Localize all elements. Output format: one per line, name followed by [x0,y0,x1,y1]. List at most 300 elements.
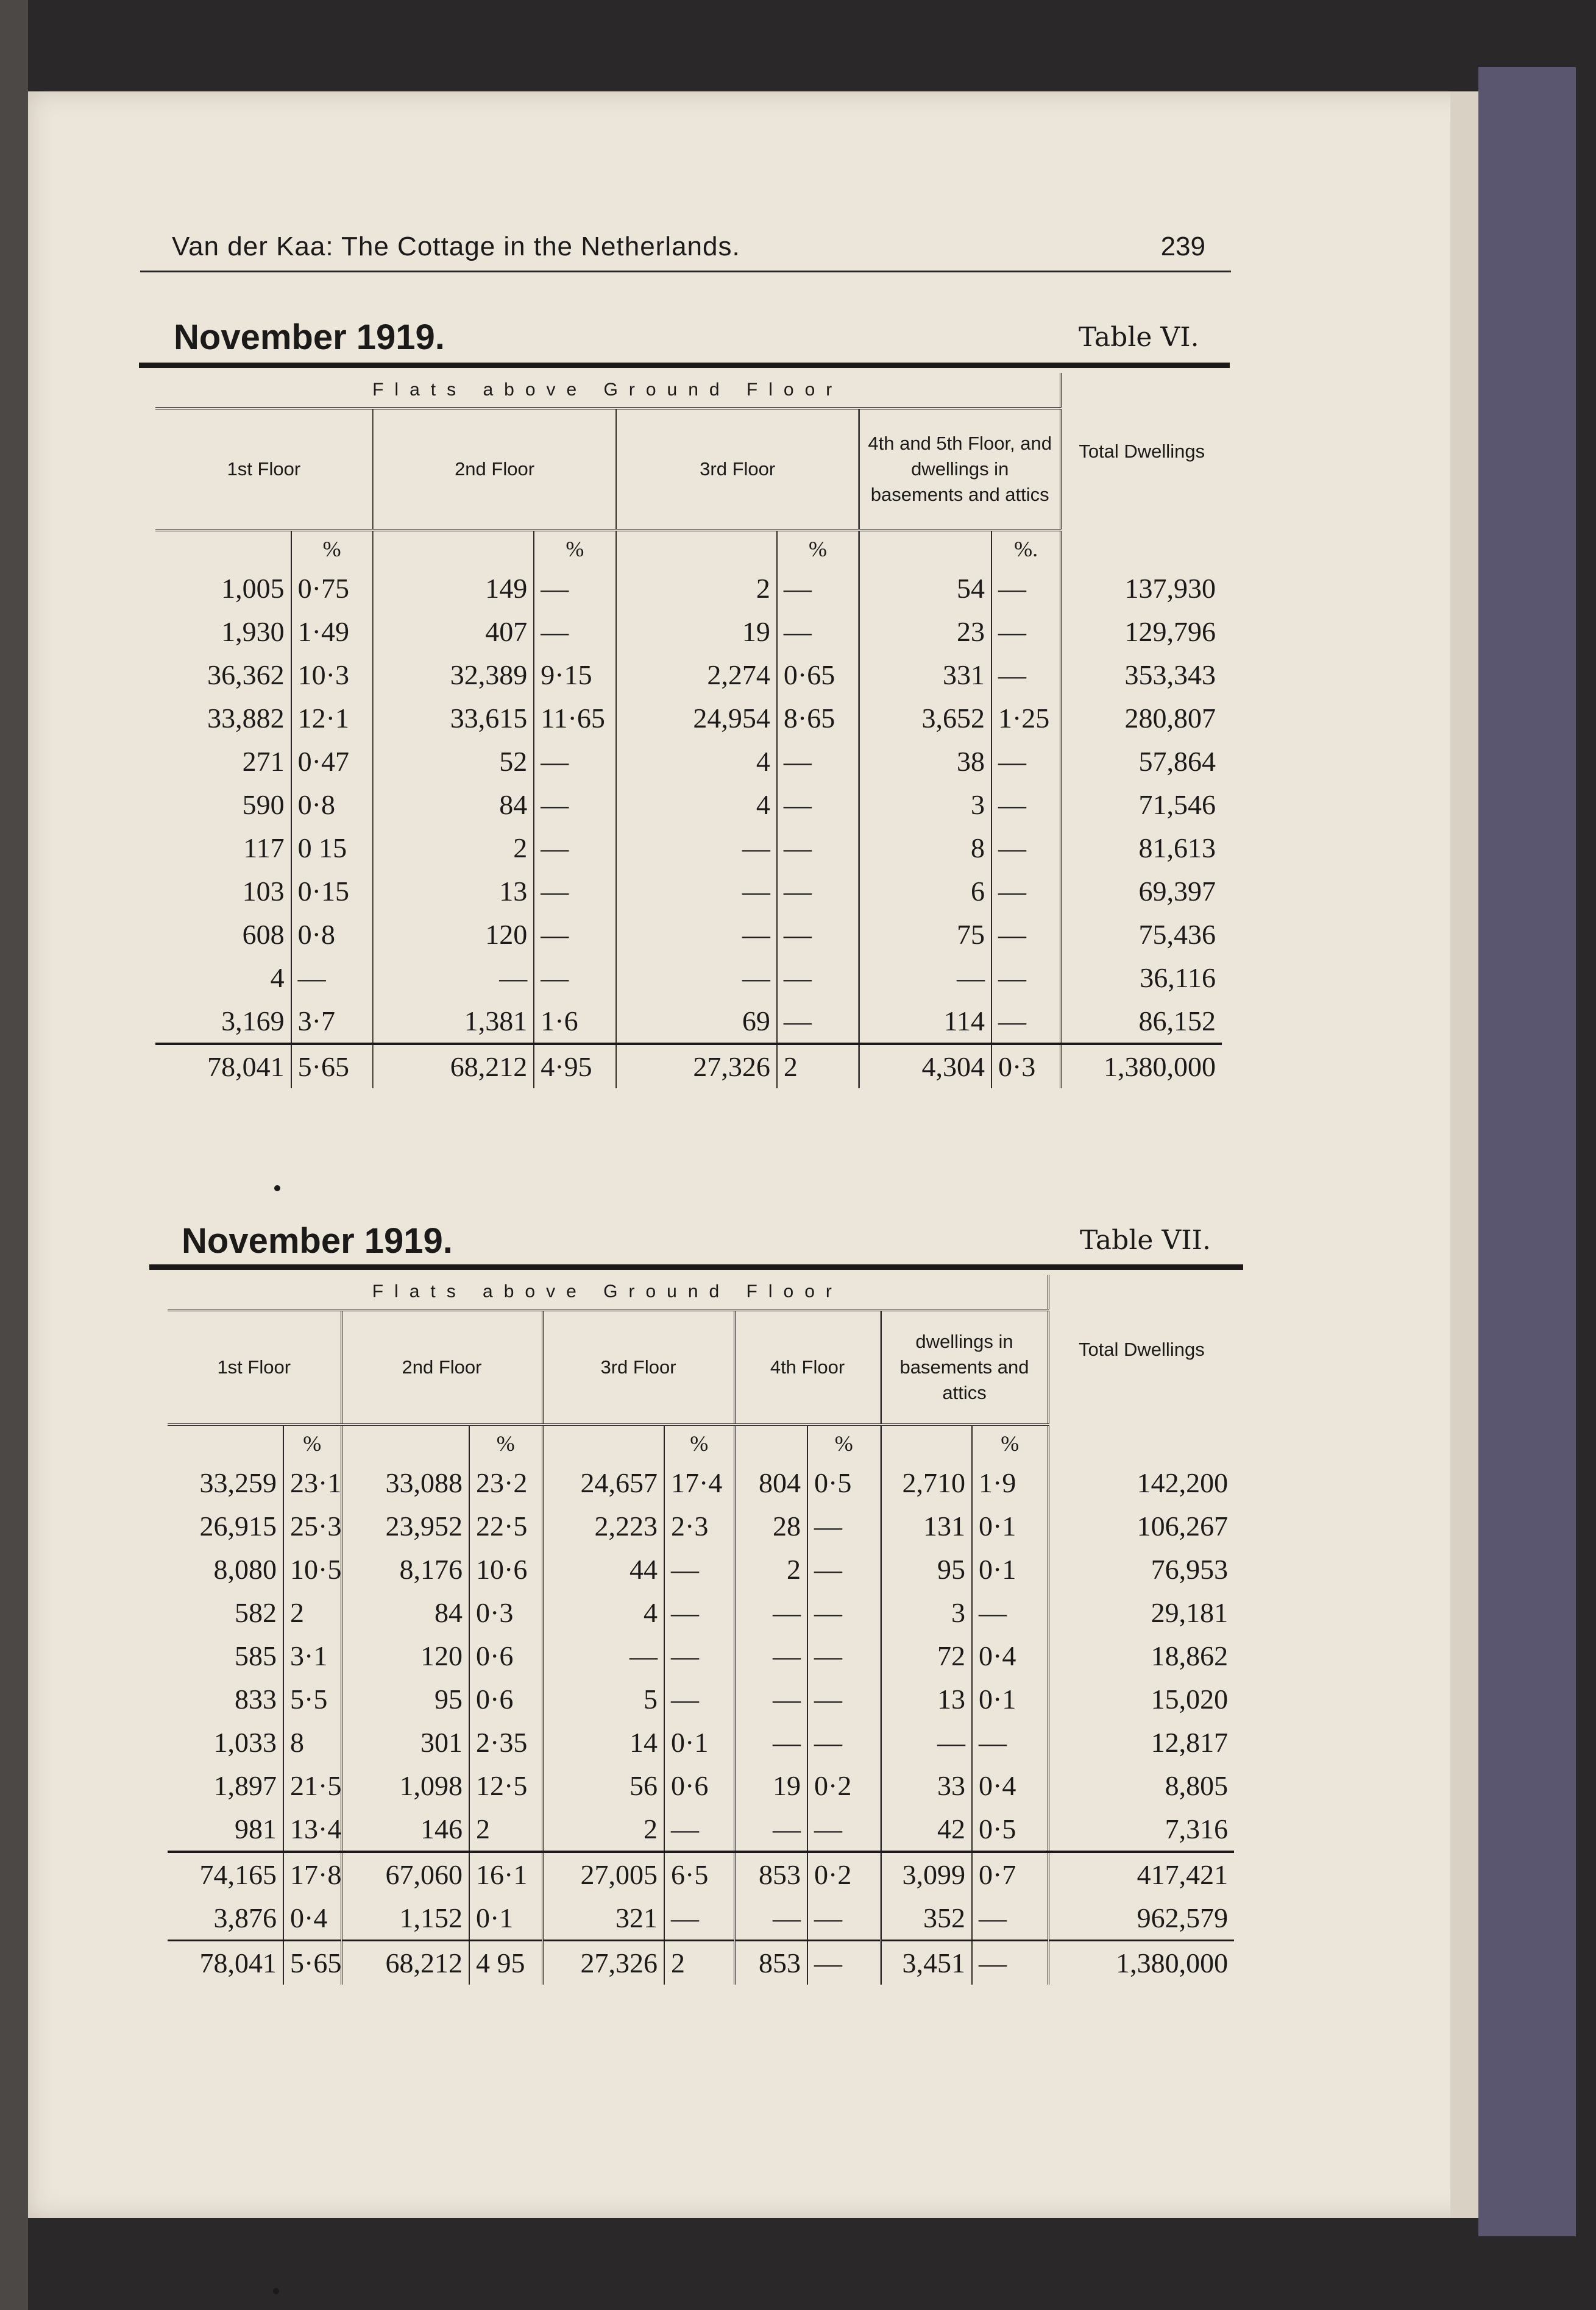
value-cell: 13 [373,870,534,913]
value-cell: 78,041 [199,1947,277,1979]
percent-cell: 5·65 [283,1941,341,1985]
table-row [155,956,1222,999]
page-number: 239 [1160,232,1205,261]
value-cell: 33,088 [341,1461,469,1504]
total-row [155,1044,1222,1088]
value-cell: 8,805 [1048,1764,1234,1807]
table-vii-col-3rd-floor: 3rd Floor [542,1310,734,1425]
percent-cell: — [972,1591,1048,1634]
value-cell: 95 [881,1548,972,1591]
percent-cell: — [777,999,859,1044]
table-row [155,740,1222,783]
table-row [168,1504,1234,1548]
value-cell: 114 [859,999,991,1044]
value-cell: 590 [242,789,285,820]
blank-cell [881,1425,972,1461]
running-header-title: Van der Kaa: The Cottage in the Netherlands. [172,232,740,261]
percent-cell: — [534,567,616,610]
percent-symbol: %. [991,530,1061,567]
table-vi-col-total: Total Dwellings [1061,373,1222,530]
value-cell: 27,326 [542,1941,664,1985]
value-cell: 149 [373,567,534,610]
value-cell: 71,546 [1061,783,1222,826]
percent-cell: 0·1 [469,1896,542,1941]
value-cell: 18,862 [1048,1634,1234,1678]
value-cell: — [734,1721,807,1764]
percent-cell: — [807,1896,881,1941]
percent-cell: — [777,870,859,913]
percent-cell: — [664,1634,734,1678]
table-row [168,1678,1234,1721]
value-cell: 57,864 [1061,740,1222,783]
value-cell: 120 [373,913,534,956]
value-cell: 8,176 [341,1548,469,1591]
value-cell: 8 [859,826,991,870]
value-cell: 3,451 [881,1941,972,1985]
blank-cell [1061,530,1222,567]
percent-cell: — [777,610,859,653]
value-cell: 117 [243,832,285,863]
value-cell: 69,397 [1061,870,1222,913]
value-cell: 1,930 [221,616,285,647]
value-cell: 271 [242,746,285,777]
percent-cell: — [777,826,859,870]
table-vi-label: Table VI. [1079,322,1199,353]
value-cell: 28 [734,1504,807,1548]
percent-cell: 21·5 [283,1764,341,1807]
value-cell: 4 [616,783,777,826]
percent-cell: 0·1 [664,1721,734,1764]
value-cell: 417,421 [1048,1852,1234,1896]
book-cover-edge [1478,67,1576,2236]
table-vii-col-total: Total Dwellings [1048,1275,1234,1425]
value-cell: 19 [616,610,777,653]
value-cell: 84 [341,1591,469,1634]
value-cell: 32,389 [373,653,534,696]
percent-cell: 0·6 [469,1678,542,1721]
value-cell: 5 [542,1678,664,1721]
table-row [168,1721,1234,1764]
table-vi-col-4th-5th-floor: 4th and 5th Floor, and dwellings in basements and attics [859,408,1061,530]
value-cell: 24,954 [616,696,777,740]
percent-cell: — [807,1548,881,1591]
subtotal-row [168,1896,1234,1941]
percent-cell: — [534,826,616,870]
table-vii-label: Table VII. [1080,1225,1211,1256]
value-cell: 131 [881,1504,972,1548]
percent-symbol: % [469,1425,542,1461]
value-cell: 42 [881,1807,972,1852]
value-cell: 33,882 [207,703,285,734]
value-cell: 352 [881,1896,972,1941]
value-cell: 27,326 [616,1044,777,1088]
value-cell: 68,212 [341,1941,469,1985]
value-cell: 56 [542,1764,664,1807]
value-cell: 2 [373,826,534,870]
percent-cell: 2 [283,1591,341,1634]
value-cell: 146 [341,1807,469,1852]
value-cell: 12,817 [1048,1721,1234,1764]
blank-cell [542,1425,664,1461]
value-cell: — [616,826,777,870]
value-cell: 142,200 [1048,1461,1234,1504]
subtotal-row [168,1852,1234,1896]
table-row [168,1764,1234,1807]
blank-cell [1048,1425,1234,1461]
value-cell: — [373,956,534,999]
value-cell: 103 [242,876,285,907]
percent-cell: — [807,1721,881,1764]
percent-cell: 1·6 [534,999,616,1044]
value-cell: 4 [616,740,777,783]
percent-cell: 0·4 [972,1634,1048,1678]
value-cell: — [616,913,777,956]
value-cell: 8,080 [213,1554,277,1585]
table-vi-top-rule [139,363,1230,368]
value-cell: — [616,956,777,999]
value-cell: 3,652 [859,696,991,740]
percent-cell: — [991,653,1061,696]
percent-cell: 0·6 [469,1634,542,1678]
page-edge-stack [1450,91,1478,2218]
value-cell: 3,876 [168,1896,283,1941]
percent-cell: — [664,1807,734,1852]
percent-cell: 0·8 [291,913,374,956]
value-cell: 2 [616,567,777,610]
value-cell: 2 [542,1807,664,1852]
percent-cell: 13·4 [283,1807,341,1852]
table-vii-top-rule [149,1264,1243,1270]
table-row [155,783,1222,826]
table-row [168,1548,1234,1591]
value-cell: — [734,1634,807,1678]
value-cell: 84 [373,783,534,826]
value-cell: 833 [235,1684,277,1715]
value-cell: 129,796 [1061,610,1222,653]
value-cell: 407 [373,610,534,653]
percent-cell: — [807,1941,881,1985]
percent-symbol: % [777,530,859,567]
percent-cell: — [534,610,616,653]
percent-cell: 17·4 [664,1461,734,1504]
value-cell: — [859,956,991,999]
percent-symbol: % [534,530,616,567]
percent-cell: 0·1 [972,1678,1048,1721]
percent-cell: — [991,740,1061,783]
value-cell: 44 [542,1548,664,1591]
table-row [168,1634,1234,1678]
value-cell: 4 [270,962,285,993]
percent-cell: 25·3 [283,1504,341,1548]
value-cell: 2,710 [881,1461,972,1504]
percent-cell: — [777,956,859,999]
percent-cell: — [777,567,859,610]
value-cell: 1,152 [341,1896,469,1941]
percent-symbol: % [291,530,374,567]
percent-cell: 8·65 [777,696,859,740]
value-cell: 1,380,000 [1048,1941,1234,1985]
value-cell: 2 [734,1548,807,1591]
value-cell: 106,267 [1048,1504,1234,1548]
value-cell: 24,657 [542,1461,664,1504]
table-row [168,1807,1234,1852]
value-cell: 1,897 [213,1770,277,1801]
table-vii-col-2nd-floor: 2nd Floor [341,1310,542,1425]
percent-cell: 0·4 [972,1764,1048,1807]
percent-cell: — [991,870,1061,913]
percent-cell: — [807,1634,881,1678]
percent-cell: — [991,999,1061,1044]
value-cell: 853 [734,1941,807,1985]
percent-cell: 6·5 [664,1852,734,1896]
percent-cell: 17·8 [283,1852,341,1896]
table-row [155,567,1222,610]
percent-cell: 0·2 [807,1852,881,1896]
table-vii-title: November 1919. [182,1221,453,1261]
blank-cell [734,1425,807,1461]
value-cell: — [616,870,777,913]
percent-cell: 4 95 [469,1941,542,1985]
value-cell: 1,005 [221,573,285,604]
blank-cell [155,530,291,567]
percent-cell: 2·35 [469,1721,542,1764]
percent-cell: 3·7 [291,999,374,1044]
percent-cell: 0·65 [777,653,859,696]
value-cell: 68,212 [373,1044,534,1088]
value-cell: 582 [235,1597,277,1628]
value-cell: 67,060 [341,1852,469,1896]
value-cell: 36,362 [207,659,285,690]
percent-symbol: % [972,1425,1048,1461]
value-cell: — [734,1807,807,1852]
blank-cell [859,530,991,567]
percent-cell: — [991,956,1061,999]
percent-cell: — [291,956,374,999]
value-cell: — [881,1721,972,1764]
percent-cell: 5·5 [283,1678,341,1721]
value-cell: 69 [616,999,777,1044]
percent-cell: 23·1 [283,1461,341,1504]
value-cell: 962,579 [1048,1896,1234,1941]
table-vi-title: November 1919. [174,317,445,357]
running-header [140,232,1231,272]
percent-cell: 0·8 [291,783,374,826]
percent-cell: 2 [777,1044,859,1088]
value-cell: 804 [734,1461,807,1504]
percent-symbol: % [807,1425,881,1461]
value-cell: 33,259 [199,1467,277,1498]
percent-cell: 4·95 [534,1044,616,1088]
value-cell: — [734,1678,807,1721]
percent-cell: 0·75 [291,567,374,610]
table-vii-col-4th-floor: 4th Floor [734,1310,881,1425]
percent-cell: 0·7 [972,1852,1048,1896]
percent-cell: — [534,740,616,783]
table-vii-col-basements-attics: dwellings in basements and attics [881,1310,1048,1425]
percent-cell: — [807,1807,881,1852]
percent-cell: 0·1 [972,1548,1048,1591]
value-cell: 4 [542,1591,664,1634]
value-cell: 3,169 [155,999,291,1044]
value-cell: 2,274 [616,653,777,696]
value-cell: 76,953 [1048,1548,1234,1591]
value-cell: 120 [341,1634,469,1678]
value-cell: 81,613 [1061,826,1222,870]
table-row [168,1461,1234,1504]
table7-percent-row [168,1425,1234,1461]
value-cell: 1,098 [341,1764,469,1807]
percent-cell: — [972,1941,1048,1985]
percent-cell: 2 [664,1941,734,1985]
percent-cell: 2 [469,1807,542,1852]
percent-cell: 0·2 [807,1764,881,1807]
value-cell: 608 [242,919,285,950]
table-row [155,610,1222,653]
percent-cell: 10·3 [291,653,374,696]
value-cell: 331 [859,653,991,696]
table-row [155,999,1222,1044]
table-row [155,653,1222,696]
percent-cell: 0·3 [991,1044,1061,1088]
table-vi-col-3rd-floor: 3rd Floor [616,408,859,530]
value-cell: 853 [734,1852,807,1896]
value-cell: 1,033 [213,1727,277,1758]
percent-cell: — [777,913,859,956]
percent-cell: 1·9 [972,1461,1048,1504]
percent-cell: — [991,783,1061,826]
percent-cell: 2·3 [664,1504,734,1548]
book-spine [0,0,28,2310]
value-cell: — [734,1896,807,1941]
percent-cell: 12·5 [469,1764,542,1807]
percent-cell: — [991,610,1061,653]
value-cell: 301 [341,1721,469,1764]
percent-cell: — [664,1896,734,1941]
value-cell: 29,181 [1048,1591,1234,1634]
table-vi-col-1st-floor: 1st Floor [155,408,373,530]
percent-cell: — [972,1721,1048,1764]
percent-cell: 1·25 [991,696,1061,740]
percent-cell: 0·47 [291,740,374,783]
page-speck [273,2288,279,2294]
percent-cell: 0·15 [291,870,374,913]
value-cell: 3 [859,783,991,826]
percent-cell: 0·1 [972,1504,1048,1548]
percent-cell: 0·5 [807,1461,881,1504]
value-cell: 280,807 [1061,696,1222,740]
table6-percent-row [155,530,1222,567]
table-row [168,1591,1234,1634]
value-cell: 15,020 [1048,1678,1234,1721]
value-cell: 95 [341,1678,469,1721]
value-cell: 137,930 [1061,567,1222,610]
value-cell: 23 [859,610,991,653]
table-vi [155,373,1222,1088]
percent-cell: — [807,1504,881,1548]
percent-cell: 1·49 [291,610,374,653]
percent-cell: 16·1 [469,1852,542,1896]
percent-cell: — [991,826,1061,870]
percent-cell: 23·2 [469,1461,542,1504]
value-cell: 26,915 [199,1511,277,1542]
value-cell: 78,041 [155,1044,291,1088]
value-cell: 27,005 [542,1852,664,1896]
table-vii-group-header: Flats above Ground Floor [372,1281,843,1302]
percent-cell: — [534,870,616,913]
percent-cell: — [777,783,859,826]
value-cell: 52 [373,740,534,783]
percent-cell: — [807,1591,881,1634]
value-cell: 72 [881,1634,972,1678]
value-cell: 3 [881,1591,972,1634]
percent-cell: — [534,956,616,999]
value-cell: 4,304 [859,1044,991,1088]
percent-cell: — [991,567,1061,610]
total-row [168,1941,1234,1985]
percent-cell: 0 15 [291,826,374,870]
blank-cell [168,1425,283,1461]
value-cell: 1,381 [373,999,534,1044]
value-cell: 14 [542,1721,664,1764]
value-cell: 86,152 [1061,999,1222,1044]
percent-cell: 0·3 [469,1591,542,1634]
value-cell: 353,343 [1061,653,1222,696]
value-cell: — [542,1634,664,1678]
percent-cell: 12·1 [291,696,374,740]
table-row [155,870,1222,913]
percent-cell: — [777,740,859,783]
percent-cell: — [807,1678,881,1721]
table-row [155,826,1222,870]
percent-cell: 0·6 [664,1764,734,1807]
blank-cell [341,1425,469,1461]
table-vi-group-header: Flats above Ground Floor [372,379,843,400]
percent-cell: — [664,1591,734,1634]
value-cell: 13 [881,1678,972,1721]
value-cell: 7,316 [1048,1807,1234,1852]
blank-cell [373,530,534,567]
value-cell: 981 [235,1813,277,1844]
value-cell: 74,165 [168,1852,283,1896]
percent-cell: 0·5 [972,1807,1048,1852]
value-cell: 321 [542,1896,664,1941]
percent-cell: 9·15 [534,653,616,696]
percent-cell: 11·65 [534,696,616,740]
percent-cell: 5·65 [291,1044,374,1088]
percent-cell: 10·6 [469,1548,542,1591]
percent-cell: 22·5 [469,1504,542,1548]
percent-cell: — [664,1678,734,1721]
value-cell: 1,380,000 [1061,1044,1222,1088]
value-cell: 3,099 [881,1852,972,1896]
table-row [155,913,1222,956]
value-cell: 75 [859,913,991,956]
table-vii [168,1275,1234,1985]
page-speck [274,1185,280,1191]
percent-cell: 0·4 [283,1896,341,1941]
percent-cell: — [534,783,616,826]
value-cell: 33 [881,1764,972,1807]
value-cell: — [734,1591,807,1634]
percent-symbol: % [664,1425,734,1461]
table-vi-col-2nd-floor: 2nd Floor [373,408,616,530]
value-cell: 19 [734,1764,807,1807]
percent-cell: 8 [283,1721,341,1764]
value-cell: 585 [235,1640,277,1671]
blank-cell [616,530,777,567]
percent-cell: — [664,1548,734,1591]
value-cell: 38 [859,740,991,783]
